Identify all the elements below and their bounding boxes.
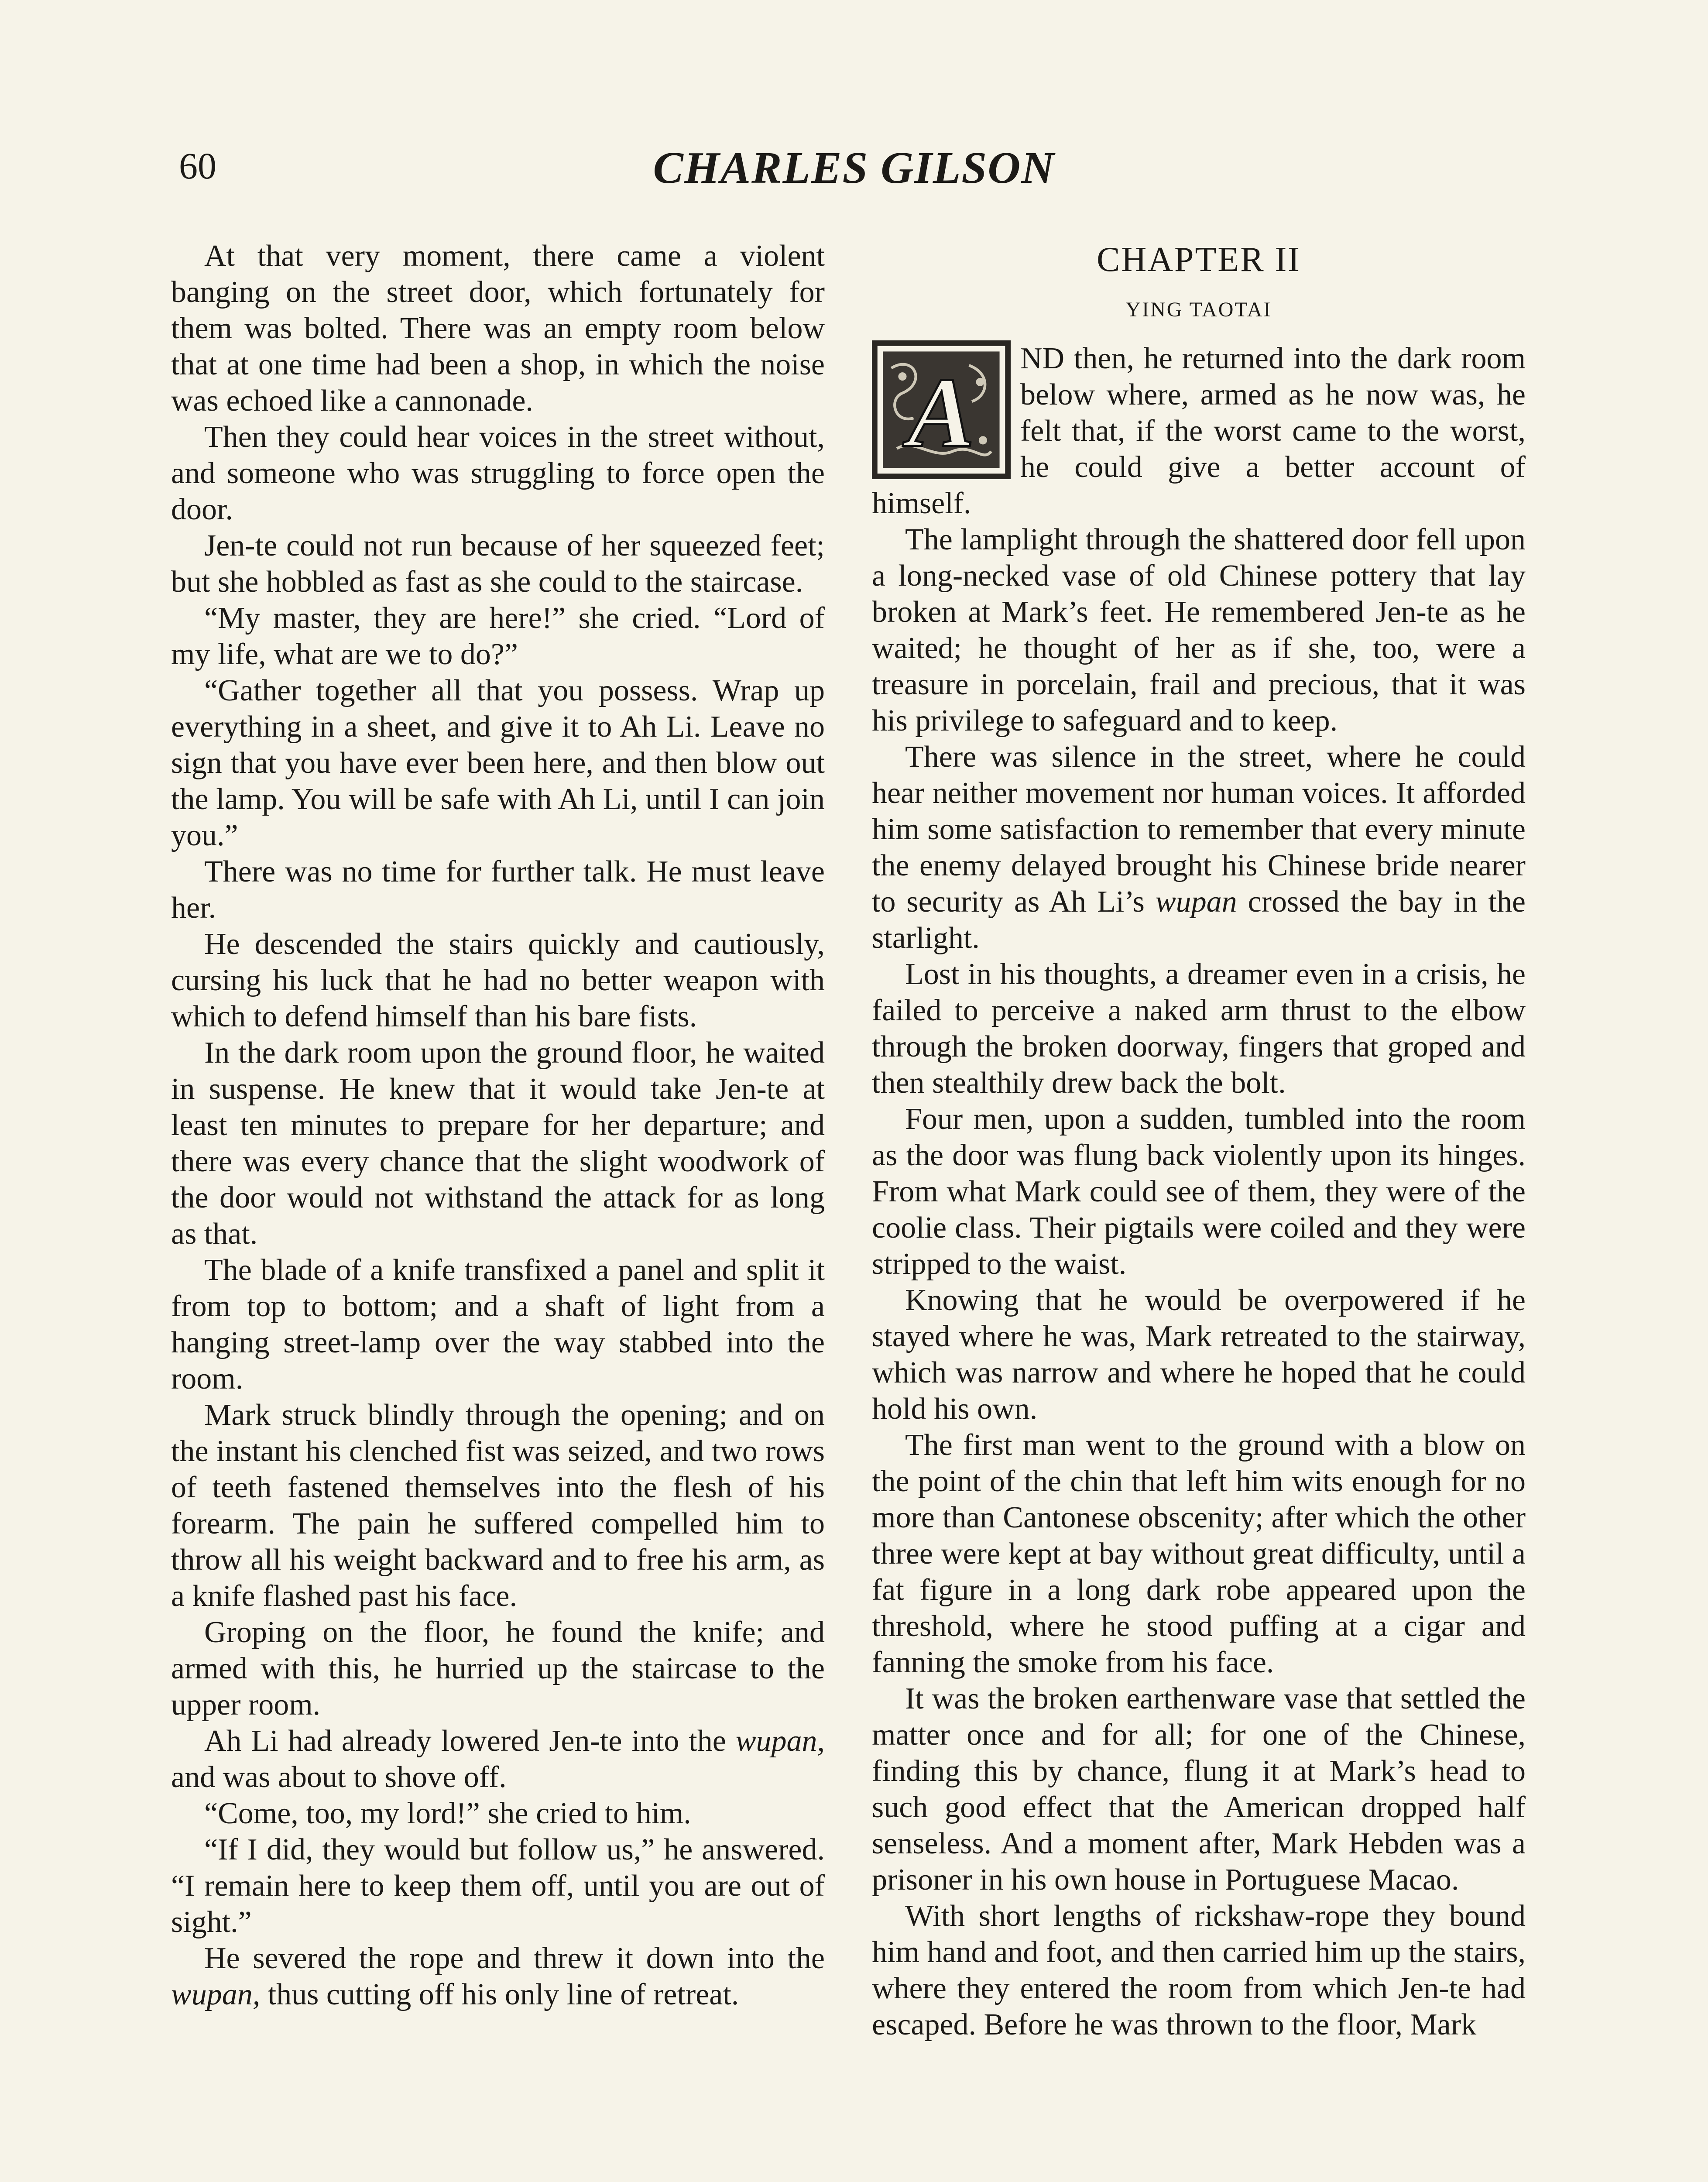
right-column (872, 238, 1526, 2043)
paragraph: “If I did, they would but follow us,” he answered. “I remain here to keep them off, until you are out of sight.” (171, 1833, 825, 1939)
paragraph: Mark struck blindly through the opening; and on the instant his clenched fist was seized, and two rows of teeth fastened themselves into the flesh of his forearm. The pain he suffered compelled him to throw all his weight backward and to free his arm, as a knife flashed past his face. (171, 1398, 825, 1613)
paragraph (171, 1723, 825, 1795)
text-run: There was silence in the street, where he could hear neither movement nor human voices. It afforded him some satisfaction to remember that every minute the enemy delayed brought his Chinese bride nearer to security as Ah Li’s (872, 740, 1526, 919)
paragraph: With short lengths of rickshaw-rope they bound him hand and foot, and then carried him up the stairs, where they entered the room from which Jen-te had escaped. Before he was thrown to the floor, Mark (872, 1899, 1526, 2041)
text-run: and was about to shove off. (171, 1760, 507, 1794)
chapter-opening-paragraph (872, 340, 1526, 521)
text-run: He severed the rope and threw it down into the (204, 1942, 825, 1975)
text-run: crossed the bay in the starlight. (872, 885, 1526, 955)
paragraph: He descended the stairs quickly and cautiously, cursing his luck that he had no better weapon with which to defend himself than his bare fists. (171, 927, 825, 1033)
paragraph: “Gather together all that you possess. Wrap up everything in a sheet, and give it to Ah Li. Leave no sign that you have ever been here, and then blow out the lamp. You will be safe with Ah Li, until I can join you.” (171, 674, 825, 852)
illuminated-dropcap-icon (872, 340, 1011, 479)
paragraph: Groping on the floor, he found the knife; and armed with this, he hurried up the staircase to the upper room. (171, 1616, 825, 1722)
page-number: 60 (179, 145, 216, 187)
italic-word: wupan, (171, 1978, 261, 2011)
paragraph: Knowing that he would be overpowered if he stayed where he was, Mark retreated to the stairway, which was narrow and where he hoped that he could hold his own. (872, 1283, 1526, 1426)
paragraph (872, 739, 1526, 956)
paragraph: Then they could hear voices in the street without, and someone who was struggling to force open the door. (171, 420, 825, 526)
text-run: thus cutting off his only line of retreat. (260, 1978, 739, 2011)
paragraph: At that very moment, there came a violent banging on the street door, which fortunately for them was bolted. There was an empty room below that at one time had been a shop, in which the noise was echoed like a cannonade. (171, 239, 825, 418)
paragraph: The first man went to the ground with a blow on the point of the chin that left him wits enough for no more than Cantonese obscenity; after which the other three were kept at bay without great difficulty, until a fat figure in a long dark robe appeared upon the threshold, where he stood puffing at a cigar and fanning the smoke from his face. (872, 1428, 1526, 1679)
italic-word: wupan (1155, 885, 1237, 919)
paragraph: It was the broken earthenware vase that settled the matter once and for all; for one of the Chinese, finding this by chance, flung it at Mark’s head to such good effect that the American dropped half senseless. And a moment after, Mark Hebden was a prisoner in his own house in Portuguese Macao. (872, 1682, 1526, 1897)
paragraph: The blade of a knife transfixed a panel and split it from top to bottom; and a shaft of light from a hanging street-lamp over the way stabbed into the room. (171, 1253, 825, 1396)
paragraph: Lost in his thoughts, a dreamer even in a crisis, he failed to perceive a naked arm thrust to the elbow through the broken doorway, fingers that groped and then stealthily drew back the bolt. (872, 957, 1526, 1100)
chapter-subtitle: YING TAOTAI (1125, 298, 1272, 321)
paragraph: “My master, they are here!” she cried. “Lord of my life, what are we to do?” (171, 601, 825, 671)
paragraph (171, 1940, 825, 2013)
chapter-opening-text: ND then, he returned into the dark room below where, armed as he now was, he felt that, if the worst came to the worst, he could give a better account of himself. (872, 342, 1526, 520)
paragraph: In the dark room upon the ground floor, he waited in suspense. He knew that it would take Jen-te at least ten minutes to prepare for her departure; and there was every chance that the slight woodwork of the door would not withstand the attack for as long as that. (171, 1036, 825, 1251)
left-column (171, 238, 825, 2013)
italic-word: wupan, (735, 1724, 825, 1758)
dropcap-letter: A (908, 357, 975, 468)
paragraph: “Come, too, my lord!” she cried to him. (204, 1797, 691, 1830)
paragraph: Four men, upon a sudden, tumbled into the room as the door was flung back violently upon its hinges. From what Mark could see of them, they were of the coolie class. Their pigtails were coiled and they were stripped to the waist. (872, 1102, 1526, 1281)
paragraph: There was no time for further talk. He must leave her. (171, 855, 825, 925)
running-head: CHARLES GILSON (653, 143, 1055, 193)
chapter-title: CHAPTER II (1097, 240, 1301, 279)
paragraph: The lamplight through the shattered door fell upon a long-necked vase of old Chinese pottery that lay broken at Mark’s feet. He remembered Jen-te as he waited; he thought of her as if she, too, were a treasure in porcelain, frail and precious, that it was his privilege to safeguard and to keep. (872, 523, 1526, 738)
text-run: Ah Li had already lowered Jen-te into the (204, 1724, 736, 1758)
paragraph: Jen-te could not run because of her squeezed feet; but she hobbled as fast as she could to the staircase. (171, 529, 825, 599)
